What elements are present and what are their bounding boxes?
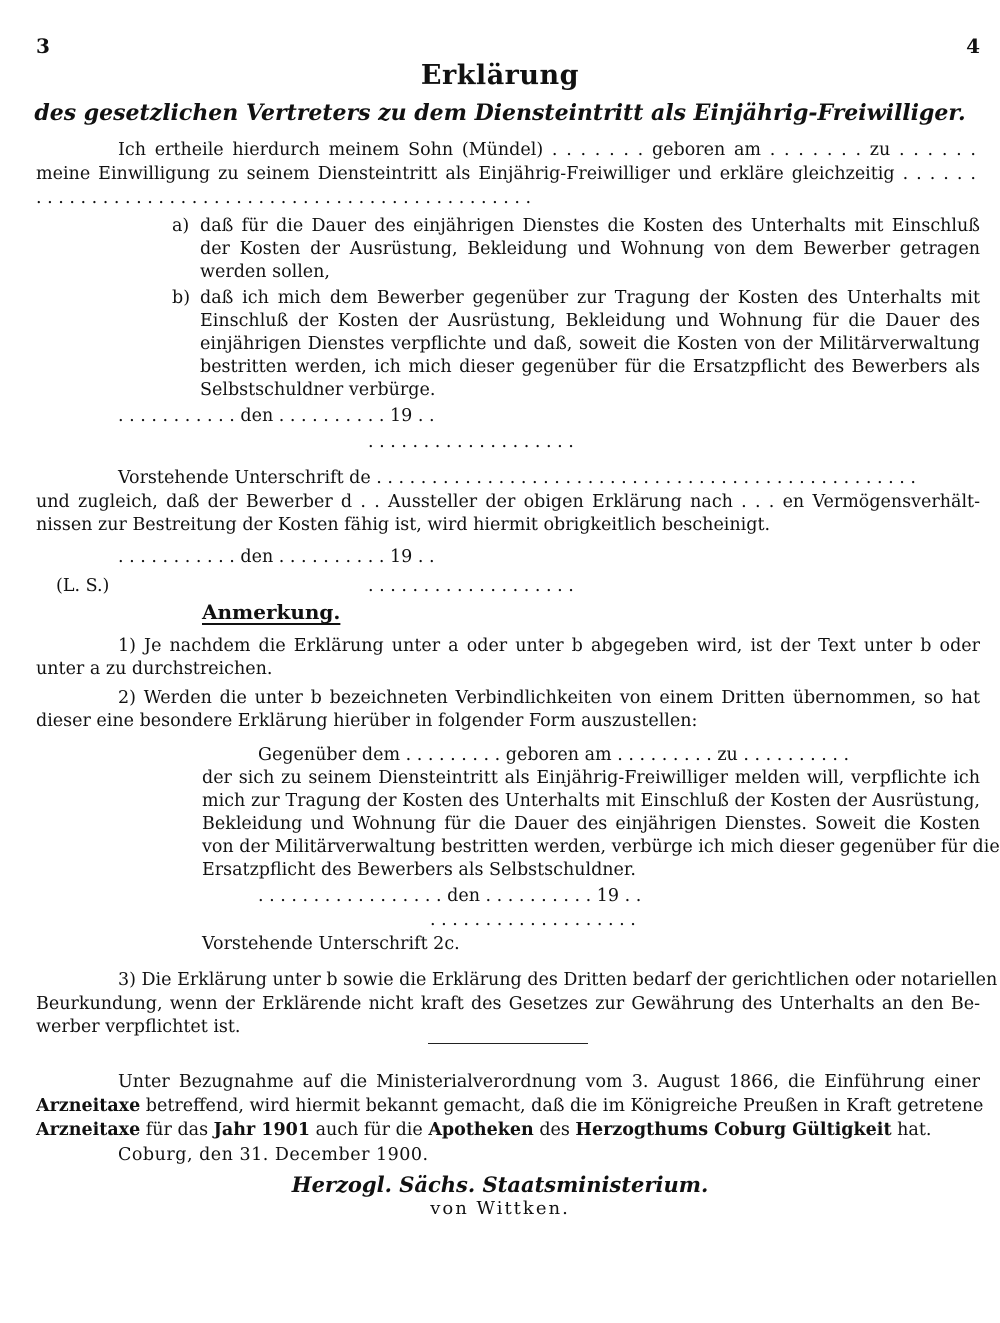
- announcement-apotheken: Apotheken: [428, 1120, 534, 1140]
- intro-line-1: Ich ertheile hierdurch meinem Sohn (Mündel) . . . . . . . geboren am . . . . . . . zu . . . . . .: [118, 140, 976, 160]
- form-line-2: der sich zu seinem Diensteintritt als Einjährig-Freiwilliger melden will, verpflichte ich: [202, 768, 980, 788]
- ministry-signature: Herzogl. Sächs. Staatsministerium.: [291, 1172, 709, 1197]
- clause-b-marker: b): [172, 288, 191, 308]
- page-number-left: 3: [36, 34, 50, 58]
- intro-line-3: . . . . . . . . . . . . . . . . . . . . . . . . . . . . . . . . . . . . . . . . . . . . .: [36, 188, 532, 208]
- signatory-name: von Wittken.: [430, 1198, 570, 1219]
- clause-a-line-2: der Kosten der Ausrüstung, Bekleidung und Wohnung von dem Bewerber getragen: [200, 239, 980, 259]
- form-date-line: . . . . . . . . . . . . . . . . . den . . . . . . . . . . 19 . .: [258, 886, 642, 906]
- announcement-term-arzneitaxe: Arzneitaxe: [36, 1096, 141, 1116]
- note-1-line-2: unter a zu durchstreichen.: [36, 659, 273, 679]
- form-line-3: mich zur Tragung der Kosten des Unterhalts mit Einschluß der Kosten der Ausrüstung,: [202, 791, 980, 811]
- clause-b-line-1: daß ich mich dem Bewerber gegenüber zur Tragung der Kosten des Unterhalts mit: [200, 288, 980, 308]
- certification-line-1: Vorstehende Unterschrift de . . . . . . . . . . . . . . . . . . . . . . . . . . . . . . . . . . . . . . . . . . . . . . . . .: [118, 468, 916, 488]
- place-date: Coburg, den 31. December 1900.: [118, 1145, 429, 1165]
- announcement-connector-3: des: [533, 1120, 576, 1140]
- signature-dots-2: . . . . . . . . . . . . . . . . . . .: [368, 576, 574, 596]
- form-closing: Vorstehende Unterschrift 2c.: [202, 934, 460, 954]
- clause-b-line-3: einjährigen Dienstes verpflichte und daß, soweit die Kosten von der Militärverwaltung: [200, 334, 980, 354]
- announcement-line-2-text: betreffend, wird hiermit bekannt gemacht, daß die im Königreiche Preußen in Kraft getretene: [140, 1096, 984, 1116]
- section-divider: [428, 1043, 588, 1044]
- date-line-2: . . . . . . . . . . . den . . . . . . . . . . 19 . .: [118, 547, 435, 567]
- clause-a-line-1: daß für die Dauer des einjährigen Dienstes die Kosten des Unterhalts mit Einschluß: [200, 216, 980, 236]
- clause-a-line-3: werden sollen,: [200, 262, 330, 282]
- announcement-term-arzneitaxe-2: Arzneitaxe: [36, 1120, 141, 1140]
- form-line-5: von der Militärverwaltung bestritten werden, verbürge ich mich dieser gegenüber für die: [202, 837, 1000, 857]
- note-3-line-1: 3) Die Erklärung unter b sowie die Erklärung des Dritten bedarf der gerichtlichen oder notariellen: [118, 970, 998, 990]
- note-heading: Anmerkung.: [202, 600, 341, 624]
- note-3-line-3: werber verpflichtet ist.: [36, 1017, 241, 1037]
- note-3-line-2: Beurkundung, wenn der Erklärende nicht kraft des Gesetzes zur Gewährung des Unterhalts an den Be-: [36, 994, 980, 1014]
- clause-b-line-2: Einschluß der Kosten der Ausrüstung, Bekleidung und Wohnung für die Dauer des: [200, 311, 980, 331]
- announcement-validity: Herzogthums Coburg Gültigkeit: [575, 1120, 892, 1140]
- intro-line-2: meine Einwilligung zu seinem Diensteintritt als Einjährig-Freiwilliger und erkläre gleichzeitig . . . . . .: [36, 164, 976, 184]
- form-line-1: Gegenüber dem . . . . . . . . . geboren am . . . . . . . . . zu . . . . . . . . . .: [258, 745, 850, 765]
- document-subtitle: des gesetzlichen Vertreters zu dem Diensteintritt als Einjährig-Freiwilliger.: [34, 100, 966, 126]
- certification-line-2: und zugleich, daß der Bewerber d . . Aussteller der obigen Erklärung nach . . . en Vermögensverhält-: [36, 492, 980, 512]
- certification-line-3: nissen zur Bestreitung der Kosten fähig ist, wird hiermit obrigkeitlich bescheinigt.: [36, 515, 771, 535]
- date-line-1: . . . . . . . . . . . den . . . . . . . . . . 19 . .: [118, 406, 435, 426]
- clause-a-marker: a): [172, 216, 190, 236]
- announcement-connector-1: für das: [140, 1120, 214, 1140]
- form-signature-dots: . . . . . . . . . . . . . . . . . . .: [430, 910, 636, 930]
- announcement-line-1: Unter Bezugnahme auf die Ministerialverordnung vom 3. August 1866, die Einführung einer: [118, 1072, 980, 1092]
- note-1-line-1: 1) Je nachdem die Erklärung unter a oder unter b abgegeben wird, ist der Text unter b oder: [118, 636, 980, 656]
- announcement-line-2: [36, 1094, 984, 1118]
- signature-dots-1: . . . . . . . . . . . . . . . . . . .: [368, 432, 574, 452]
- form-line-6: Ersatzpflicht des Bewerbers als Selbstschuldner.: [202, 860, 636, 880]
- announcement-connector-2: auch für die: [310, 1120, 429, 1140]
- announcement-line-3: [36, 1118, 980, 1142]
- clause-b-line-5: Selbstschuldner verbürge.: [200, 380, 436, 400]
- document-title: Erklärung: [420, 60, 580, 91]
- note-2-line-1: 2) Werden die unter b bezeichneten Verbindlichkeiten von einem Dritten übernommen, so hat: [118, 688, 980, 708]
- page-number-right: 4: [966, 34, 980, 58]
- announcement-connector-4: hat.: [891, 1120, 932, 1140]
- clause-b-line-4: bestritten werden, ich mich dieser gegenüber für die Ersatzpflicht des Bewerbers als: [200, 357, 980, 377]
- seal-mark: (L. S.): [56, 576, 110, 596]
- announcement-year: Jahr 1901: [213, 1120, 311, 1140]
- form-line-4: Bekleidung und Wohnung für die Dauer des einjährigen Dienstes. Soweit die Kosten: [202, 814, 980, 834]
- note-2-line-2: dieser eine besondere Erklärung hierüber in folgender Form auszustellen:: [36, 711, 698, 731]
